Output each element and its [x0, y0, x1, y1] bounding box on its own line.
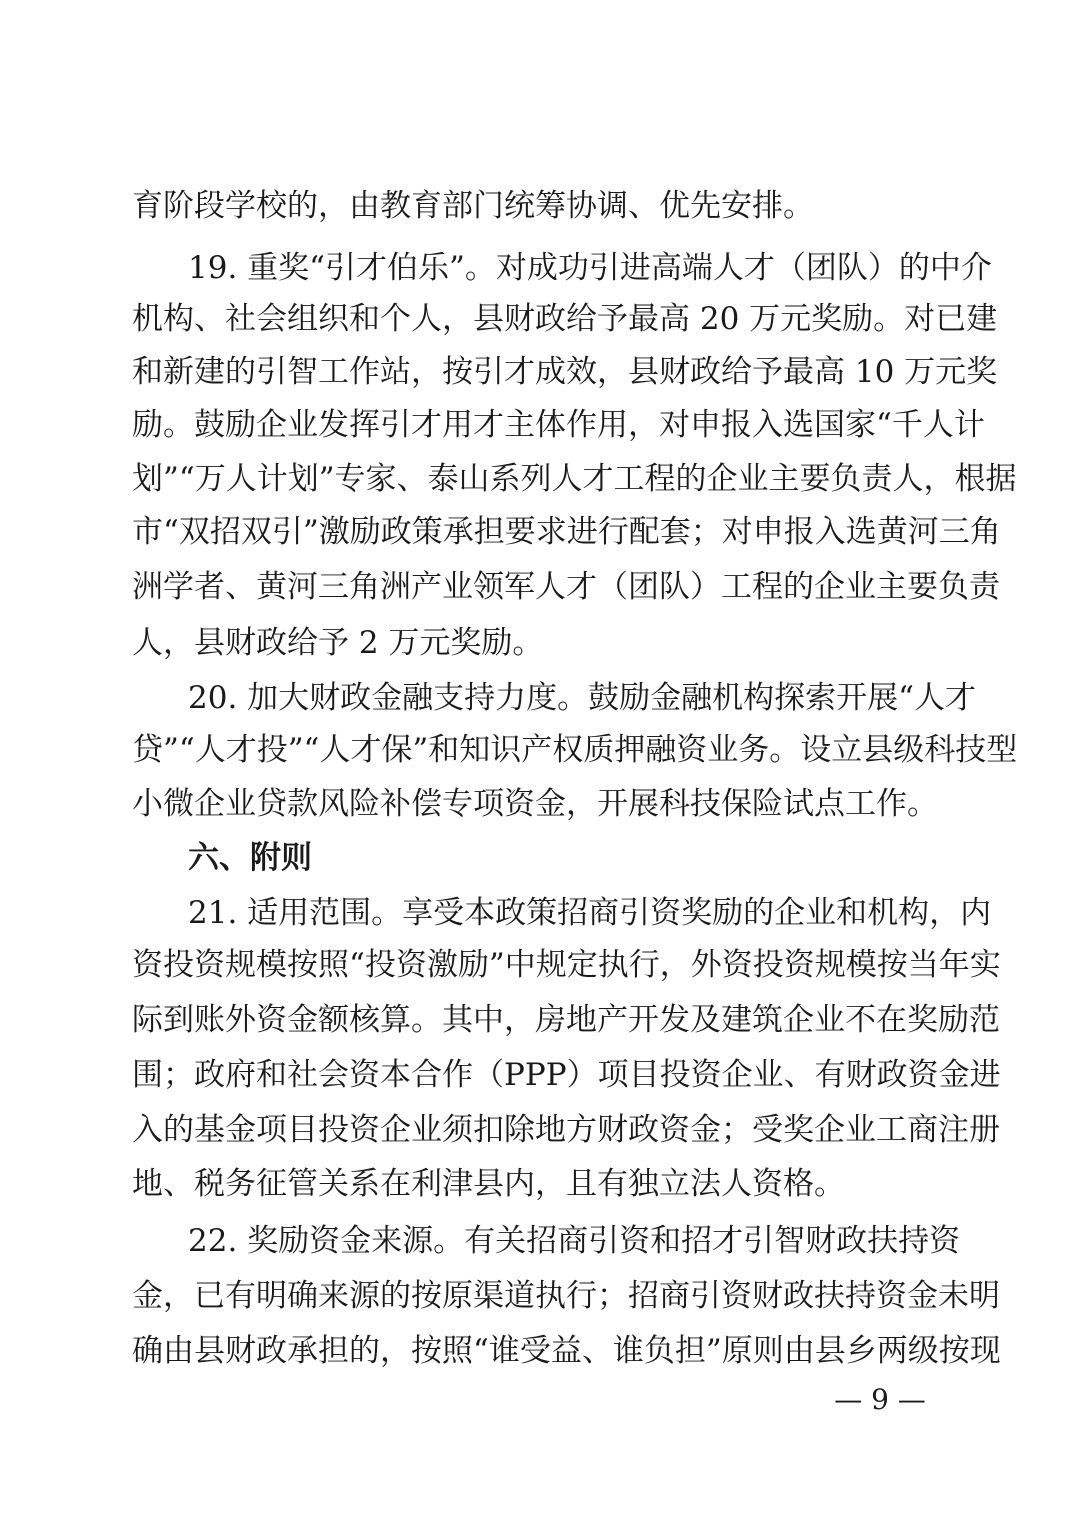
- text-line: 洲学者、黄河三角洲产业领军人才（团队）工程的企业主要负责: [132, 569, 1000, 605]
- text-line: 确由县财政承担的，按照“谁受益、谁负担”原则由县乡两级按现: [132, 1333, 1001, 1369]
- text-line: 机构、社会组织和个人，县财政给予最高 20 万元奖励。对已建: [132, 301, 998, 337]
- text-line: 贷”“人才投”“人才保”和知识产权质押融资业务。设立县级科技型: [132, 732, 1018, 768]
- section-21-title-line: 21. 适用范围。享受本政策招商引资奖励的企业和机构，内: [188, 895, 992, 931]
- text-line: 地、税务征管关系在利津县内，且有独立法人资格。: [132, 1166, 845, 1202]
- text-line: 人，县财政给予 2 万元奖励。: [132, 625, 544, 661]
- text-line: 和新建的引智工作站，按引才成效，县财政给予最高 10 万元奖: [132, 354, 998, 390]
- text-line: 励。鼓励企业发挥引才用才主体作用，对申报入选国家“千人计: [132, 407, 985, 443]
- text-line: 入的基金项目投资企业须扣除地方财政资金；受奖企业工商注册: [132, 1112, 1000, 1148]
- text-line: 围；政府和社会资本合作（PPP）项目投资企业、有财政资金进: [132, 1057, 1001, 1093]
- text-line: 金，已有明确来源的按原渠道执行；招商引资财政扶持资金未明: [132, 1278, 1000, 1314]
- section-20-title-line: 20. 加大财政金融支持力度。鼓励金融机构探索开展“人才: [188, 680, 976, 716]
- text-line: 划”“万人计划”专家、泰山系列人才工程的企业主要负责人，根据: [132, 461, 1017, 497]
- section-22-title-line: 22. 奖励资金来源。有关招商引资和招才引智财政扶持资: [188, 1223, 961, 1259]
- text-line: 育阶段学校的，由教育部门统筹协调、优先安排。: [132, 188, 814, 224]
- text-line: 小微企业贷款风险补偿专项资金，开展科技保险试点工作。: [132, 786, 938, 822]
- section-heading-supplementary: 六、附则: [188, 840, 312, 876]
- text-line: 际到账外资金额核算。其中，房地产开发及建筑企业不在奖励范: [132, 1002, 1000, 1038]
- text-line: 市“双招双引”激励政策承担要求进行配套；对申报入选黄河三角: [132, 514, 1001, 550]
- section-19-title-line: 19. 重奖“引才伯乐”。对成功引进高端人才（团队）的中介: [188, 250, 992, 286]
- page-number: — 9 —: [834, 1383, 926, 1416]
- text-line: 资投资规模按照“投资激励”中规定执行，外资投资规模按当年实: [132, 947, 1001, 983]
